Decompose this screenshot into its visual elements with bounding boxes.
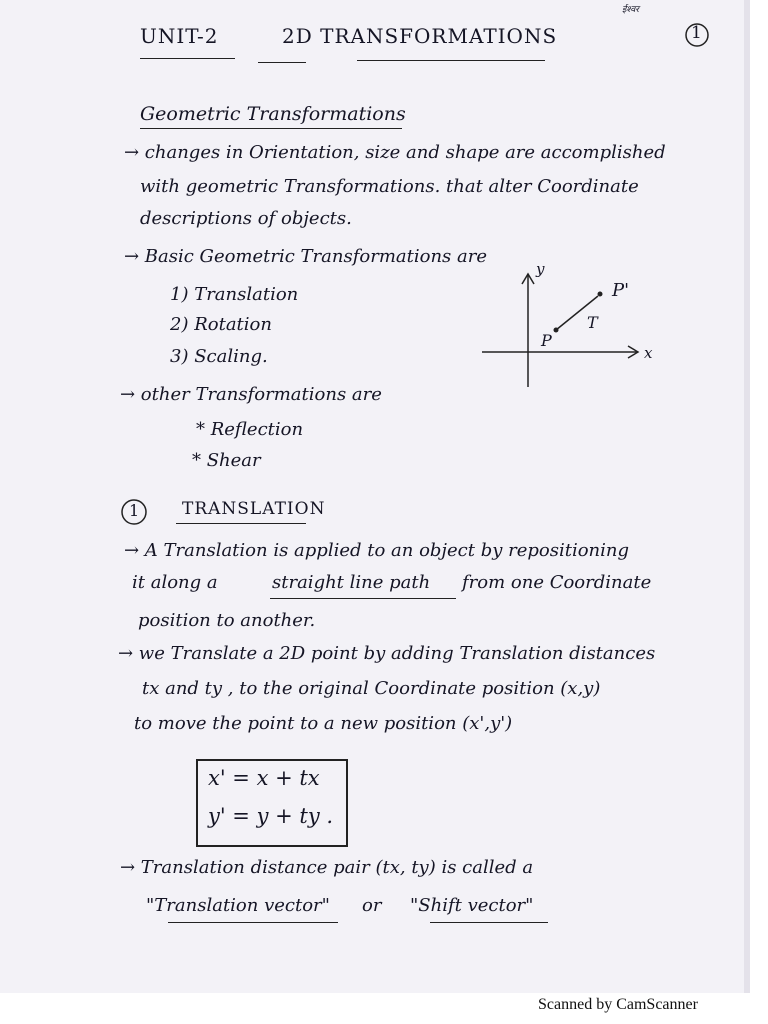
formula-y: y' = y + ty . bbox=[208, 804, 334, 828]
p-prime-label: P' bbox=[612, 280, 630, 301]
x-axis-label: x bbox=[644, 344, 653, 362]
basic-item-scaling: 3) Scaling. bbox=[170, 346, 268, 367]
translation-line-2-underlined: straight line path bbox=[272, 572, 431, 593]
other-item-reflection: * Reflection bbox=[196, 419, 304, 440]
geometric-heading-underline bbox=[140, 128, 402, 129]
page-number: 1 bbox=[691, 23, 702, 43]
other-item-shear: * Shear bbox=[192, 450, 261, 471]
translation-line-1: → A Translation is applied to an object by repositioning bbox=[124, 540, 630, 561]
camscanner-footer: Scanned by CamScanner bbox=[538, 996, 698, 1013]
translation-diagram bbox=[478, 262, 678, 392]
page-title: 2D TRANSFORMATIONS bbox=[282, 24, 558, 48]
shift-vector-underline bbox=[430, 922, 548, 923]
geometric-line-1: → changes in Orientation, size and shape are accomplished bbox=[124, 142, 666, 163]
geometric-line-2: with geometric Transformations. that alter Coordinate bbox=[140, 176, 639, 197]
basic-item-rotation: 2) Rotation bbox=[170, 314, 272, 335]
translation-vector-term: "Translation vector" bbox=[146, 895, 330, 916]
title-underline-left bbox=[258, 62, 306, 63]
translation-vector-underline bbox=[168, 922, 338, 923]
translation-heading-underline bbox=[176, 523, 306, 524]
translation-line-7: → Translation distance pair (tx, ty) is called a bbox=[120, 857, 534, 878]
translation-line-3: position to another. bbox=[138, 610, 316, 631]
page-edge-shadow bbox=[744, 0, 750, 993]
t-label: T bbox=[587, 313, 598, 332]
unit-underline bbox=[140, 58, 235, 59]
translation-line-2-start: it along a bbox=[132, 572, 218, 593]
y-axis-label: y bbox=[536, 262, 545, 278]
geometric-heading: Geometric Transformations bbox=[140, 103, 406, 125]
title-underline-right bbox=[357, 60, 545, 61]
translation-line-4: → we Translate a 2D point by adding Translation distances bbox=[118, 643, 656, 664]
translation-line-2-end: from one Coordinate bbox=[462, 572, 652, 593]
translation-line-6: to move the point to a new position (x',y') bbox=[134, 713, 513, 734]
translation-heading: TRANSLATION bbox=[182, 499, 326, 519]
section-number: 1 bbox=[129, 501, 140, 520]
shift-vector-term: "Shift vector" bbox=[410, 895, 534, 916]
corner-scribble: ईश्वर bbox=[622, 5, 639, 15]
basic-item-translation: 1) Translation bbox=[170, 284, 299, 305]
translation-line-5: tx and ty , to the original Coordinate position (x,y) bbox=[142, 678, 601, 699]
straight-line-path-underline bbox=[270, 598, 456, 599]
unit-label: UNIT-2 bbox=[140, 24, 219, 48]
or-word: or bbox=[362, 895, 382, 916]
basic-transformations-intro: → Basic Geometric Transformations are bbox=[124, 246, 487, 267]
formula-x: x' = x + tx bbox=[208, 766, 320, 790]
p-label: P bbox=[541, 331, 552, 350]
other-transformations-intro: → other Transformations are bbox=[120, 384, 382, 405]
geometric-line-3: descriptions of objects. bbox=[140, 208, 352, 229]
point-p-prime bbox=[598, 292, 603, 297]
point-p bbox=[554, 328, 559, 333]
